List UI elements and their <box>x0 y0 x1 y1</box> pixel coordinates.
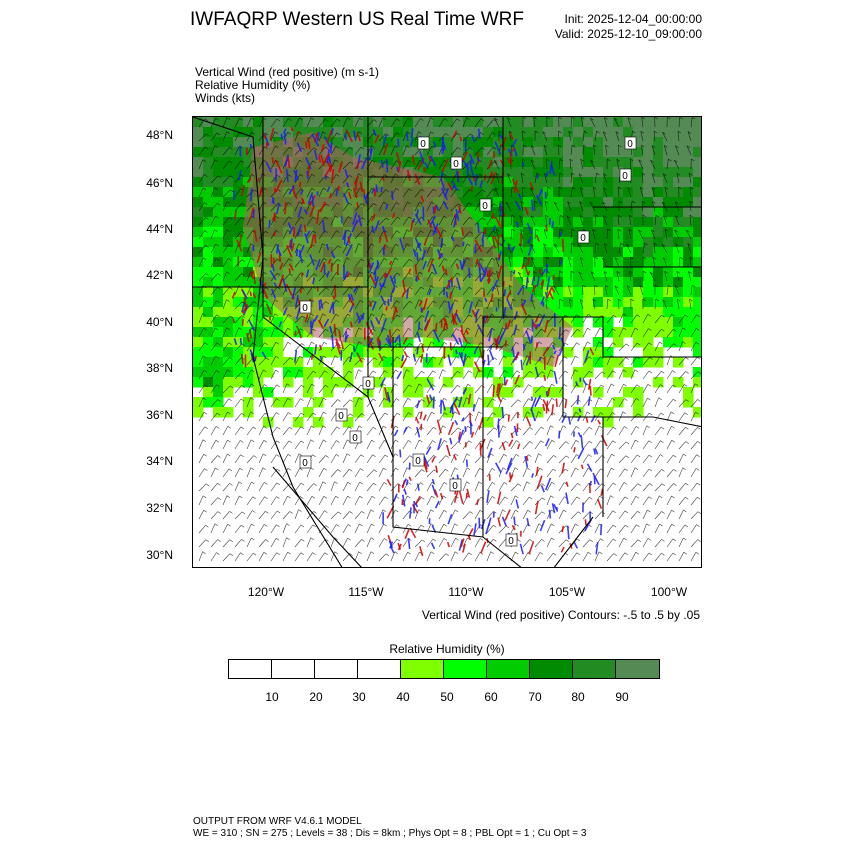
field-label-relative-humidity: Relative Humidity (%) <box>195 78 311 92</box>
colorbar-box <box>229 660 272 678</box>
colorbar-label-50: 50 <box>440 690 454 704</box>
lat-label-42n: 42°N <box>146 268 173 282</box>
footer-model-line: OUTPUT FROM WRF V4.6.1 MODEL <box>193 816 362 827</box>
colorbar-label-20: 20 <box>309 690 323 704</box>
contour-label: 0 <box>365 379 371 390</box>
lat-label-40n: 40°N <box>146 315 173 329</box>
lat-label-34n: 34°N <box>146 454 173 468</box>
map-panel <box>192 116 702 568</box>
contour-label: 0 <box>338 411 344 422</box>
colorbar-box <box>444 660 487 678</box>
colorbar-title: Relative Humidity (%) <box>389 642 505 656</box>
lat-label-38n: 38°N <box>146 361 173 375</box>
field-label-vertical-wind: Vertical Wind (red positive) (m s-1) <box>195 65 380 79</box>
contour-label: 0 <box>622 171 628 182</box>
contour-label: 0 <box>453 159 459 170</box>
contour-label: 0 <box>352 433 358 444</box>
colorbar-box <box>315 660 358 678</box>
contour-label: 0 <box>627 139 633 150</box>
contour-label: 0 <box>302 458 308 469</box>
relative-humidity-fill <box>193 117 702 428</box>
colorbar-box <box>616 660 659 678</box>
colorbar-box <box>401 660 444 678</box>
colorbar-label-60: 60 <box>484 690 498 704</box>
lon-label-100w: 100°W <box>650 585 688 599</box>
lon-label-110w: 110°W <box>448 585 484 599</box>
colorbar-label-30: 30 <box>352 690 366 704</box>
contour-label: 0 <box>420 139 426 150</box>
colorbar-label-10: 10 <box>265 690 279 704</box>
lon-label-105w: 105°W <box>548 585 586 599</box>
contour-label: 0 <box>508 536 514 547</box>
colorbar-box <box>358 660 401 678</box>
lat-label-44n: 44°N <box>146 222 173 236</box>
init-time: Init: 2025-12-04_00:00:00 <box>564 12 702 26</box>
colorbar-label-80: 80 <box>571 690 585 704</box>
contour-label: 0 <box>580 233 586 244</box>
colorbar <box>228 659 660 679</box>
colorbar-box <box>530 660 573 678</box>
contour-label: 0 <box>302 303 308 314</box>
contour-note: Vertical Wind (red positive) Contours: -.5 to .5 by .05 <box>421 608 700 622</box>
colorbar-label-40: 40 <box>396 690 410 704</box>
contour-label: 0 <box>482 201 488 212</box>
field-label-winds: Winds (kts) <box>195 91 255 105</box>
lat-label-30n: 30°N <box>146 548 173 562</box>
lon-label-120w: 120°W <box>247 585 285 599</box>
lat-label-36n: 36°N <box>146 408 173 422</box>
contour-label: 0 <box>452 481 458 492</box>
page-title: IWFAQRP Western US Real Time WRF <box>190 9 524 30</box>
colorbar-label-70: 70 <box>528 690 542 704</box>
colorbar-box <box>487 660 530 678</box>
valid-time: Valid: 2025-12-10_09:00:00 <box>554 27 702 41</box>
lat-label-46n: 46°N <box>146 176 173 190</box>
colorbar-box <box>573 660 616 678</box>
lat-label-32n: 32°N <box>146 501 173 515</box>
colorbar-label-90: 90 <box>615 690 629 704</box>
footer-config-line: WE = 310 ; SN = 275 ; Levels = 38 ; Dis = 8km ; Phys Opt = 8 ; PBL Opt = 1 ; Cu Opt = 3 <box>193 828 587 839</box>
lon-label-115w: 115°W <box>348 585 384 599</box>
lat-label-48n: 48°N <box>146 128 173 142</box>
colorbar-box <box>272 660 315 678</box>
contour-label: 0 <box>415 456 421 467</box>
map-plot <box>193 117 702 568</box>
